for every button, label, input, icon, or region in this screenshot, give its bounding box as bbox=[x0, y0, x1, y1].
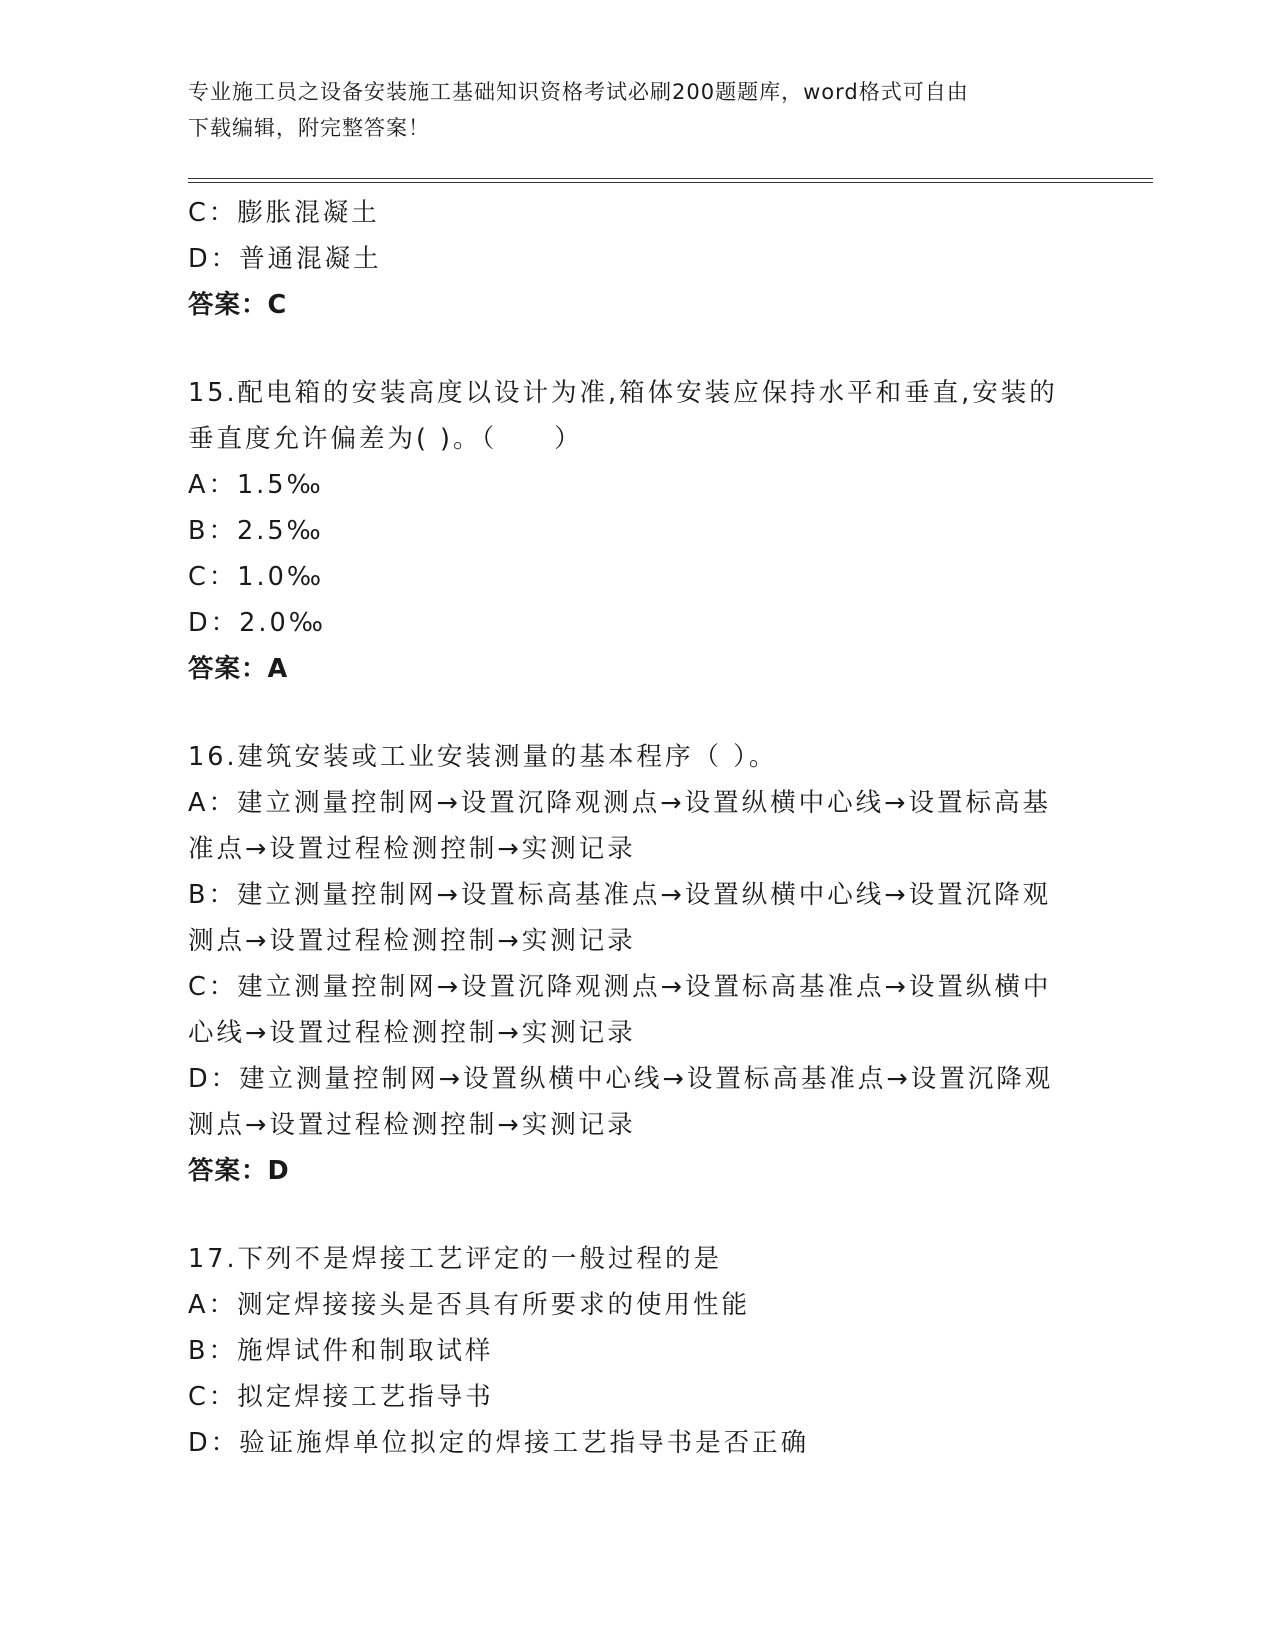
question-line: 测点→设置过程检测控制→实测记录 bbox=[188, 926, 636, 956]
question-line: A：测定焊接接头是否具有所要求的使用性能 bbox=[188, 1290, 750, 1320]
question-list bbox=[188, 190, 1088, 1466]
header-line-2: 下载编辑，附完整答案！ bbox=[188, 116, 430, 140]
question-line: 17.下列不是焊接工艺评定的一般过程的是 bbox=[188, 1244, 723, 1274]
document-header bbox=[188, 74, 1088, 146]
question-line: 垂直度允许偏差为( )。（ ） bbox=[188, 424, 583, 454]
question-line: C：拟定焊接工艺指导书 bbox=[188, 1382, 494, 1412]
block-spacer bbox=[188, 692, 1088, 734]
question-block bbox=[188, 370, 1088, 734]
question-line: B：建立测量控制网→设置标高基准点→设置纵横中心线→设置沉降观 bbox=[188, 880, 1052, 910]
question-line: C：膨胀混凝土 bbox=[188, 198, 380, 228]
block-spacer bbox=[188, 328, 1088, 370]
header-line-1: 专业施工员之设备安装施工基础知识资格考试必刷200题题库，word格式可自由 bbox=[188, 80, 969, 104]
question-line: B：2.5‰ bbox=[188, 516, 324, 546]
question-line: 准点→设置过程检测控制→实测记录 bbox=[188, 834, 636, 864]
question-block bbox=[188, 190, 1088, 370]
question-line: 16.建筑安装或工业安装测量的基本程序（ ）。 bbox=[188, 742, 778, 772]
header-divider-top bbox=[188, 178, 1153, 179]
question-line: 15.配电箱的安装高度以设计为准,箱体安装应保持水平和垂直,安装的 bbox=[188, 378, 1058, 408]
header-divider-bottom bbox=[188, 182, 1153, 183]
answer-line: 答案：C bbox=[188, 290, 288, 320]
question-line: 测点→设置过程检测控制→实测记录 bbox=[188, 1110, 636, 1140]
question-line: D：普通混凝土 bbox=[188, 244, 382, 274]
question-line: D：2.0‰ bbox=[188, 608, 326, 638]
block-spacer bbox=[188, 1194, 1088, 1236]
question-block bbox=[188, 1236, 1088, 1466]
question-line: D：建立测量控制网→设置纵横中心线→设置标高基准点→设置沉降观 bbox=[188, 1064, 1054, 1094]
question-line: 心线→设置过程检测控制→实测记录 bbox=[188, 1018, 636, 1048]
question-line: A：建立测量控制网→设置沉降观测点→设置纵横中心线→设置标高基 bbox=[188, 788, 1052, 818]
answer-line: 答案：A bbox=[188, 654, 289, 684]
question-line: B：施焊试件和制取试样 bbox=[188, 1336, 494, 1366]
question-line: D：验证施焊单位拟定的焊接工艺指导书是否正确 bbox=[188, 1428, 810, 1458]
question-line: C：1.0‰ bbox=[188, 562, 325, 592]
answer-line: 答案：D bbox=[188, 1156, 290, 1186]
question-line: C：建立测量控制网→设置沉降观测点→设置标高基准点→设置纵横中 bbox=[188, 972, 1052, 1002]
question-line: A：1.5‰ bbox=[188, 470, 324, 500]
question-block bbox=[188, 734, 1088, 1236]
